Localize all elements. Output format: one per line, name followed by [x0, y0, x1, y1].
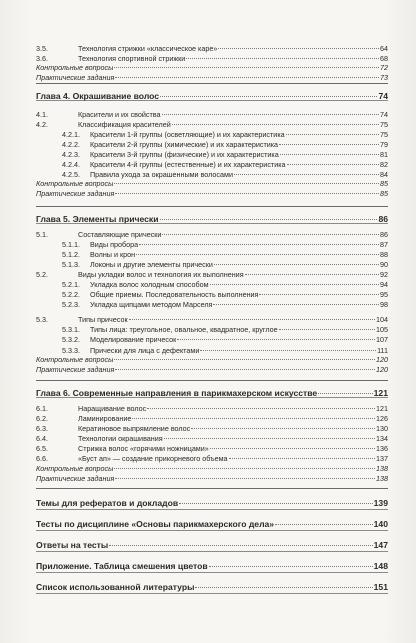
toc-entry-number: 5.3.2. — [62, 335, 80, 344]
dot-leader — [214, 264, 379, 265]
dot-leader — [114, 183, 379, 184]
dot-leader — [139, 244, 379, 245]
toc-entry-title: Укладка щипцами методом Марселя — [90, 300, 213, 309]
toc-entry-title: Красители 1-й группы (осветляющие) и их характеристика — [90, 130, 285, 139]
toc-entry-title: Виды укладки волос и технология их выполнения — [78, 270, 244, 279]
toc-entry-number: 3.5. — [36, 44, 48, 53]
toc-entry-title: Технология спортивной стрижки — [78, 54, 186, 63]
toc-entry[interactable] — [36, 44, 388, 53]
toc-entry-page-number: 75 — [380, 130, 388, 139]
toc-entry[interactable] — [36, 454, 388, 463]
toc-entry-number: 4.2.2. — [62, 140, 80, 149]
toc-entry-page-number: 64 — [380, 44, 388, 53]
toc-entry[interactable] — [36, 315, 388, 324]
toc-entry-title: Тесты по дисциплине «Основы парикмахерского дела» — [36, 519, 275, 529]
toc-entry-page-number: 136 — [376, 444, 388, 453]
toc-entry-page-number: 148 — [373, 561, 388, 571]
toc-entry[interactable] — [36, 120, 388, 129]
dot-leader — [210, 284, 379, 285]
toc-entry[interactable] — [36, 444, 388, 453]
toc-entry-title: Список использованной литературы — [36, 582, 195, 592]
dot-leader — [209, 566, 373, 567]
toc-entry-title: Технологии окрашивания — [78, 434, 163, 443]
toc-entry[interactable] — [62, 290, 388, 299]
toc-entry-number: 6.1. — [36, 404, 48, 413]
toc-entry[interactable] — [36, 365, 388, 374]
toc-entry-page-number: 74 — [378, 91, 388, 101]
toc-entry-page-number: 107 — [376, 335, 388, 344]
toc-entry-title: Ламинирование — [78, 414, 132, 423]
dot-leader — [259, 294, 379, 295]
dot-leader — [109, 545, 372, 546]
toc-entry-page-number: 84 — [380, 170, 388, 179]
dot-leader — [115, 193, 379, 194]
toc-entry-page-number: 74 — [380, 110, 388, 119]
dot-leader — [318, 393, 372, 394]
toc-entry-page-number: 98 — [380, 300, 388, 309]
toc-entry[interactable] — [36, 63, 388, 72]
dot-leader — [160, 219, 378, 220]
toc-entry-page-number: 87 — [380, 240, 388, 249]
toc-entry[interactable] — [36, 404, 388, 413]
toc-entry[interactable] — [62, 300, 388, 309]
toc-entry-page-number: 134 — [376, 434, 388, 443]
toc-entry-title: Контрольные вопросы — [36, 63, 114, 72]
toc-entry[interactable] — [36, 73, 388, 82]
toc-entry[interactable] — [36, 464, 388, 473]
divider-line — [36, 530, 388, 531]
toc-entry-page-number: 86 — [380, 230, 388, 239]
toc-entry-page-number: 90 — [380, 260, 388, 269]
divider-line — [36, 83, 388, 84]
toc-entry[interactable] — [62, 325, 388, 334]
toc-entry-title: Контрольные вопросы — [36, 464, 114, 473]
toc-entry-title: Глава 4. Окрашивание волос — [36, 91, 160, 101]
toc-entry[interactable] — [62, 160, 388, 169]
divider-line — [36, 206, 388, 207]
dot-leader — [287, 164, 379, 165]
toc-entry-page-number: 79 — [380, 140, 388, 149]
toc-entry-number: 4.1. — [36, 110, 48, 119]
divider-line — [36, 593, 388, 594]
dot-leader — [279, 144, 379, 145]
dot-leader — [115, 369, 375, 370]
toc-entry-page-number: 72 — [380, 63, 388, 72]
dot-leader — [136, 254, 379, 255]
toc-entry-title: Контрольные вопросы — [36, 355, 114, 364]
toc-entry-number: 6.4. — [36, 434, 48, 443]
dot-leader — [280, 154, 379, 155]
divider-line — [36, 488, 388, 489]
toc-entry[interactable] — [62, 280, 388, 289]
toc-entry-number: 5.3. — [36, 315, 48, 324]
toc-entry-title: Красители 3-й группы (физические) и их характеристика — [90, 150, 279, 159]
toc-entry-page-number: 68 — [380, 54, 388, 63]
toc-entry[interactable] — [36, 270, 388, 279]
toc-entry-number: 3.6. — [36, 54, 48, 63]
toc-entry-title: Прически для лица с дефектами — [90, 346, 200, 355]
toc-entry-page-number: 111 — [377, 346, 388, 355]
dot-leader — [286, 134, 379, 135]
toc-entry[interactable] — [36, 424, 388, 433]
toc-entry-number: 5.2.2. — [62, 290, 80, 299]
toc-entry-number: 5.2.1. — [62, 280, 80, 289]
toc-entry-number: 4.2.3. — [62, 150, 80, 159]
dot-leader — [147, 408, 375, 409]
toc-entry[interactable] — [36, 91, 388, 102]
dot-leader — [160, 96, 377, 97]
toc-entry[interactable] — [36, 474, 388, 483]
toc-entry[interactable] — [62, 346, 388, 355]
toc-entry-title: Типы лица: треугольное, овальное, квадратное, круглое — [90, 325, 278, 334]
toc-entry[interactable] — [36, 561, 388, 572]
toc-entry-title: Наращивание волос — [78, 404, 147, 413]
toc-entry[interactable] — [62, 140, 388, 149]
toc-entry-title: Типы причесок — [78, 315, 128, 324]
toc-entry-title: Виды пробора — [90, 240, 139, 249]
dot-leader — [115, 478, 375, 479]
dot-leader — [218, 48, 379, 49]
toc-entry-title: Глава 6. Современные направления в парикмахерском искусстве — [36, 388, 318, 398]
toc-entry-number: 6.5. — [36, 444, 48, 453]
toc-entry-page-number: 105 — [376, 325, 388, 334]
toc-entry-number: 4.2.5. — [62, 170, 80, 179]
toc-entry[interactable] — [36, 189, 388, 198]
toc-entry-page-number: 138 — [376, 474, 388, 483]
dot-leader — [129, 319, 375, 320]
toc-entry-number: 6.6. — [36, 454, 48, 463]
toc-entry-title: Практические задания — [36, 474, 115, 483]
toc-entry[interactable] — [36, 179, 388, 188]
toc-entry-number: 4.2. — [36, 120, 48, 129]
toc-entry[interactable] — [36, 230, 388, 239]
toc-entry-page-number: 95 — [380, 290, 388, 299]
divider-line — [36, 572, 388, 573]
toc-entry-page-number: 94 — [380, 280, 388, 289]
toc-entry[interactable] — [62, 260, 388, 269]
toc-entry-page-number: 138 — [376, 464, 388, 473]
toc-entry-page-number: 126 — [376, 414, 388, 423]
toc-entry-title: Составляющие прически — [78, 230, 162, 239]
toc-entry-page-number: 120 — [376, 355, 388, 364]
dot-leader — [279, 329, 375, 330]
toc-entry-title: Технология стрижки «классическое каре» — [78, 44, 218, 53]
dot-leader — [179, 503, 373, 504]
dot-leader — [177, 339, 375, 340]
toc-entry-title: Красители 2-й группы (химические) и их характеристика — [90, 140, 279, 149]
toc-entry-number: 4.2.4. — [62, 160, 80, 169]
toc-entry-title: Темы для рефератов и докладов — [36, 498, 179, 508]
toc-entry-title: Контрольные вопросы — [36, 179, 114, 188]
toc-entry-title: Практические задания — [36, 73, 115, 82]
dot-leader — [275, 524, 373, 525]
toc-entry-page-number: 86 — [378, 214, 388, 224]
toc-entry[interactable] — [62, 240, 388, 249]
dot-leader — [229, 458, 375, 459]
toc-entry[interactable] — [36, 110, 388, 119]
toc-entry-title: Практические задания — [36, 189, 115, 198]
toc-entry[interactable] — [36, 355, 388, 364]
toc-entry-page-number: 151 — [373, 582, 388, 592]
toc-entry-title: Красители и их свойства — [78, 110, 161, 119]
toc-entry-number: 4.2.1. — [62, 130, 80, 139]
dot-leader — [172, 124, 379, 125]
toc-entry[interactable] — [36, 434, 388, 443]
dot-leader — [186, 58, 379, 59]
toc-entry[interactable] — [36, 388, 388, 399]
toc-entry-title: Классификация красителей — [78, 120, 171, 129]
toc-entry-title: Ответы на тесты — [36, 540, 109, 550]
toc-entry[interactable] — [36, 54, 388, 63]
toc-entry-page-number: 147 — [373, 540, 388, 550]
toc-entry-title: Моделирование причесок — [90, 335, 177, 344]
toc-entry-title: Стрижка волос «горячими ножницами» — [78, 444, 209, 453]
divider-line — [36, 380, 388, 381]
toc-entry-number: 6.2. — [36, 414, 48, 423]
toc-entry[interactable] — [36, 540, 388, 551]
dot-leader — [114, 359, 375, 360]
toc-entry[interactable] — [62, 130, 388, 139]
toc-entry[interactable] — [62, 335, 388, 344]
toc-entry-page-number: 85 — [380, 189, 388, 198]
dot-leader — [162, 234, 379, 235]
toc-entry-page-number: 137 — [376, 454, 388, 463]
toc-entry-page-number: 120 — [376, 365, 388, 374]
toc-entry-page-number: 82 — [380, 160, 388, 169]
toc-entry-title: Правила ухода за окрашенными волосами — [90, 170, 233, 179]
dot-leader — [162, 114, 379, 115]
dot-leader — [114, 468, 375, 469]
dot-leader — [213, 304, 379, 305]
toc-entry-page-number: 140 — [373, 519, 388, 529]
dot-leader — [210, 448, 375, 449]
toc-entry-number: 5.1. — [36, 230, 48, 239]
dot-leader — [245, 274, 379, 275]
toc-entry-page-number: 75 — [380, 120, 388, 129]
toc-entry[interactable] — [62, 170, 388, 179]
toc-entry-title: Общие приемы. Последовательность выполнения — [90, 290, 259, 299]
toc-entry[interactable] — [62, 250, 388, 259]
toc-entry-page-number: 85 — [380, 179, 388, 188]
toc-entry-title: Волны и крон — [90, 250, 136, 259]
toc-entry-number: 5.1.2. — [62, 250, 80, 259]
toc-entry-title: Красители 4-й группы (естественные) и их характеристика — [90, 160, 286, 169]
toc-entry-number: 5.1.3. — [62, 260, 80, 269]
dot-leader — [164, 438, 375, 439]
toc-entry-title: Глава 5. Элементы прически — [36, 214, 159, 224]
toc-entry-title: «Буст ап» — создание прикорневого объема — [78, 454, 228, 463]
toc-entry-page-number: 73 — [380, 73, 388, 82]
toc-entry[interactable] — [36, 414, 388, 423]
divider-line — [36, 551, 388, 552]
toc-entry-number: 6.3. — [36, 424, 48, 433]
toc-entry-page-number: 88 — [380, 250, 388, 259]
toc-entry-title: Кератиновое выпрямление волос — [78, 424, 191, 433]
dot-leader — [195, 587, 372, 588]
toc-entry[interactable] — [36, 498, 388, 509]
toc-entry-number: 5.2.3. — [62, 300, 80, 309]
toc-entry-number: 5.2. — [36, 270, 48, 279]
toc-entry-page-number: 92 — [380, 270, 388, 279]
toc-entry[interactable] — [62, 150, 388, 159]
toc-entry-number: 5.3.1. — [62, 325, 80, 334]
toc-entry-page-number: 81 — [380, 150, 388, 159]
toc-entry-number: 5.3.3. — [62, 346, 80, 355]
toc-entry-title: Укладка волос холодным способом — [90, 280, 209, 289]
dot-leader — [115, 77, 379, 78]
divider-line — [36, 509, 388, 510]
toc-entry[interactable] — [36, 582, 388, 593]
toc-entry-title: Приложение. Таблица смешения цветов — [36, 561, 208, 571]
dot-leader — [200, 350, 376, 351]
toc-entry-title: Практические задания — [36, 365, 115, 374]
toc-entry[interactable] — [36, 214, 388, 225]
toc-entry-page-number: 104 — [376, 315, 388, 324]
toc-entry[interactable] — [36, 519, 388, 530]
toc-entry-title: Локоны и другие элементы прически — [90, 260, 213, 269]
dot-leader — [114, 67, 379, 68]
toc-entry-page-number: 121 — [373, 388, 388, 398]
dot-leader — [191, 428, 375, 429]
dot-leader — [234, 174, 379, 175]
dot-leader — [132, 418, 375, 419]
toc-entry-page-number: 130 — [376, 424, 388, 433]
toc-entry-page-number: 121 — [376, 404, 388, 413]
toc-entry-page-number: 139 — [373, 498, 388, 508]
toc-entry-number: 5.1.1. — [62, 240, 80, 249]
